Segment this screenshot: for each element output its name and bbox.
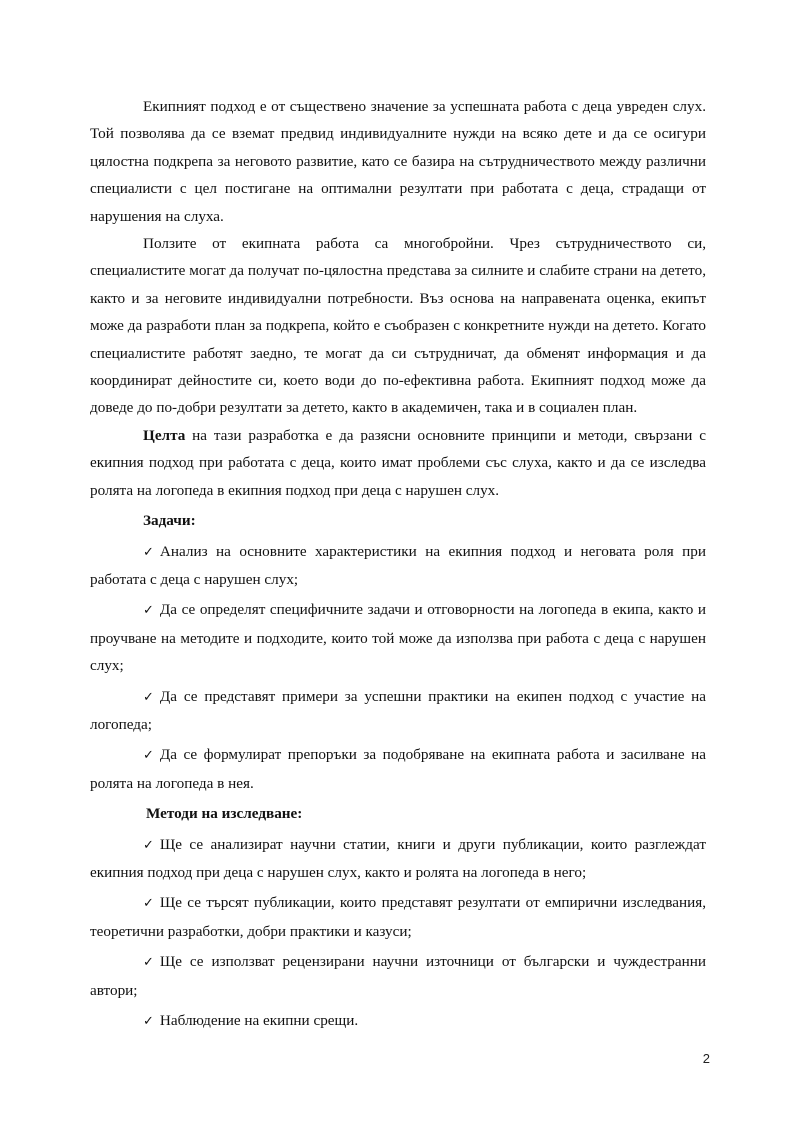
- goal-text: на тази разработка е да разясни основните принципи и методи, свързани с екипния подход при работата с деца, които имат проблеми със слуха, както и да се изследва ролята на логопеда в екипния подход при деца с нарушен слух.: [90, 426, 706, 499]
- checkmark-icon: ✓: [143, 544, 154, 560]
- body-text: [90, 93, 706, 1035]
- checkmark-icon: ✓: [143, 603, 154, 619]
- tasks-heading: Задачи:: [143, 512, 196, 530]
- task-item: ✓ Да се формулират препоръки за подобряване на екипната работа и засилване на ролята на логопеда в нея.: [90, 741, 706, 797]
- task-item: ✓ Да се определят специфичните задачи и отговорности на логопеда в екипа, както и проучване на методите и подходите, които той може да използва при работа с деца с нарушен слух;: [90, 596, 706, 679]
- checkmark-icon: ✓: [143, 896, 154, 912]
- paragraph-benefits: Ползите от екипната работа са многобройни. Чрез сътрудничеството си, специалистите могат да получат по-цялостна представа за силните и слабите страни на детето, както и за неговите индивидуални потребности. Въз основа на направената оценка, екипът може да разработи план за подкрепа, който е съобразен с конкретните нужди на детето. Когато специалистите работят заедно, те могат да си сътрудничат, да обменят информация и да координират дейностите си, което води до по-ефективна работа. Екипният подход може да доведе до по-добри резултати за детето, както в академичен, така и в социален план.: [90, 235, 706, 417]
- paragraph-goal: [90, 422, 706, 504]
- task-item: ✓ Да се представят примери за успешни практики на екипен подход с участие на логопеда;: [90, 683, 706, 739]
- methods-heading: Методи на изследване:: [146, 805, 303, 823]
- task-item: ✓ Анализ на основните характеристики на екипния подход и неговата роля при работата с деца с нарушен слух;: [90, 538, 706, 594]
- goal-bold-label: Целта: [143, 426, 186, 444]
- checkmark-icon: ✓: [143, 1014, 154, 1029]
- checkmark-icon: ✓: [143, 748, 154, 764]
- method-item: ✓ Ще се анализират научни статии, книги и други публикации, които разглеждат екипния подход при деца с нарушен слух, както и ролята на логопеда в него;: [90, 831, 706, 887]
- checkmark-icon: ✓: [143, 837, 154, 853]
- checkmark-icon: ✓: [143, 689, 154, 705]
- method-item: ✓ Наблюдение на екипни срещи.: [90, 1007, 706, 1035]
- page-number: 2: [702, 1051, 710, 1066]
- method-item: ✓ Ще се използват рецензирани научни източници от български и чуждестранни автори;: [90, 948, 706, 1004]
- paragraph-intro: Екипният подход е от съществено значение за успешната работа с деца увреден слух. Той позволява да се вземат предвид индивидуалните нужди на всяко дете и да се осигури цялостна подкрепа за неговото развитие, като се базира на сътрудничеството между различни специалисти с цел постигане на оптимални резултати при работата с деца, страдащи от нарушения на слуха.: [90, 98, 706, 225]
- checkmark-icon: ✓: [143, 955, 154, 971]
- method-item: ✓ Ще се търсят публикации, които представят резултати от емпирични изследвания, теоретични разработки, добри практики и казуси;: [90, 889, 706, 945]
